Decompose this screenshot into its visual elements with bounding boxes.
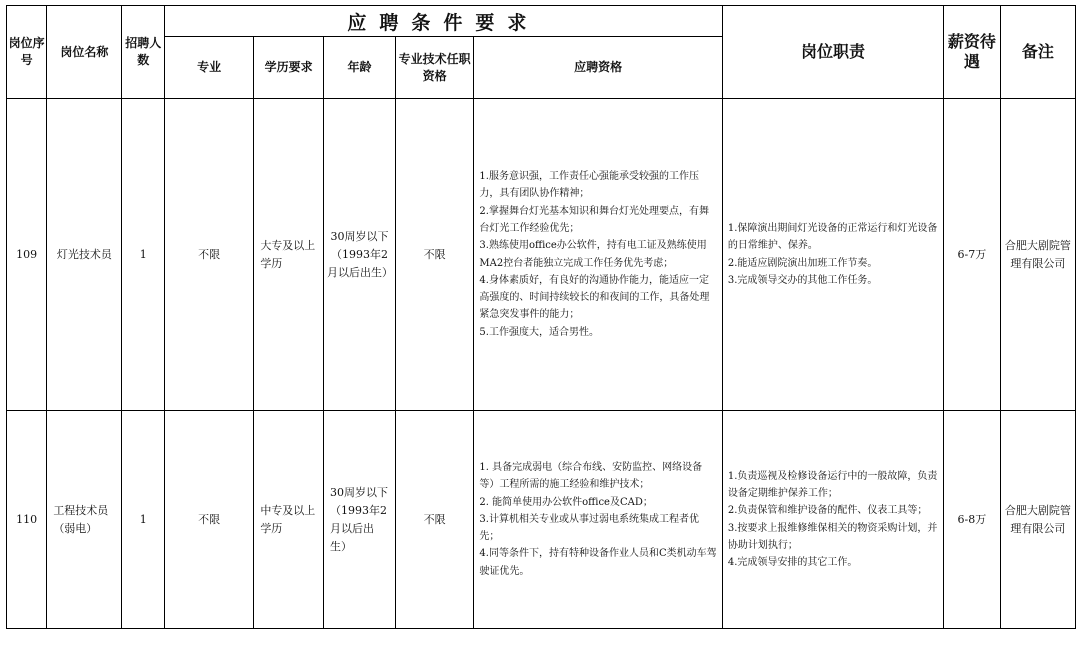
cell-seq: 109 <box>7 99 47 411</box>
cell-education: 中专及以上学历 <box>254 411 324 629</box>
qualification-item: 2. 能简单使用办公软件office及CAD； <box>479 496 653 508</box>
header-row-top <box>7 6 1076 37</box>
table-row <box>7 99 1076 411</box>
header-age: 年龄 <box>324 37 396 99</box>
cell-remark: 合肥大剧院管理有限公司 <box>1000 411 1075 629</box>
header-count: 招聘人数 <box>122 6 164 99</box>
qualification-item: 5.工作强度大，适合男性。 <box>479 326 599 338</box>
duty-item: 1.负责巡视及检修设备运行中的一般故障，负责设备定期维护保养工作； <box>727 470 938 499</box>
cell-salary: 6-7万 <box>944 99 1001 411</box>
header-education: 学历要求 <box>254 37 324 99</box>
header-conditions-title: 应聘条件要求 <box>164 6 722 37</box>
cell-major: 不限 <box>164 411 253 629</box>
cell-duties <box>722 411 943 629</box>
header-remark: 备注 <box>1000 6 1075 99</box>
header-major: 专业 <box>164 37 253 99</box>
qualification-item: 3.熟练使用office办公软件，持有电工证及熟练使用MA2控台者能独立完成工作任务优先考虑； <box>479 240 707 269</box>
qualification-item: 1.服务意识强，工作责任心强能承受较强的工作压力，具有团队协作精神； <box>479 171 699 200</box>
duty-item: 1.保障演出期间灯光设备的正常运行和灯光设备的日常维护、保养。 <box>727 222 938 252</box>
cell-tech-qual: 不限 <box>395 99 473 411</box>
cell-age: 30周岁以下（1993年2月以后出生） <box>324 99 396 411</box>
recruitment-table <box>6 5 1076 629</box>
cell-remark: 合肥大剧院管理有限公司 <box>1000 99 1075 411</box>
cell-count: 1 <box>122 99 164 411</box>
duty-item: 3.按要求上报维修维保相关的物资采购计划，并协助计划执行； <box>727 522 938 551</box>
cell-count: 1 <box>122 411 164 629</box>
duty-item: 2.负责保管和维护设备的配件、仪表工具等； <box>727 505 928 517</box>
header-name: 岗位名称 <box>47 6 122 99</box>
header-salary: 薪资待遇 <box>944 6 1001 99</box>
header-tech-qual: 专业技术任职资格 <box>395 37 473 99</box>
qualification-item: 4.同等条件下，持有特种设备作业人员和C类机动车驾驶证优先。 <box>479 548 717 577</box>
cell-name: 工程技术员（弱电） <box>47 411 122 629</box>
cell-major: 不限 <box>164 99 253 411</box>
cell-seq: 110 <box>7 411 47 629</box>
cell-tech-qual: 不限 <box>395 411 473 629</box>
qualification-item: 1. 具备完成弱电（综合布线、安防监控、网络设备等）工程所需的施工经验和维护技术； <box>479 461 703 491</box>
cell-qualifications <box>474 411 722 629</box>
header-seq: 岗位序号 <box>7 6 47 99</box>
duty-item: 4.完成领导安排的其它工作。 <box>727 557 858 569</box>
cell-duties <box>722 99 943 411</box>
cell-education: 大专及以上学历 <box>254 99 324 411</box>
table-row <box>7 411 1076 629</box>
cell-name: 灯光技术员 <box>47 99 122 411</box>
cell-salary: 6-8万 <box>944 411 1001 629</box>
cell-age: 30周岁以下（1993年2月以后出生） <box>324 411 396 629</box>
qualification-item: 3.计算机相关专业或从事过弱电系统集成工程者优先； <box>479 513 699 543</box>
header-duties: 岗位职责 <box>722 6 943 99</box>
qualification-item: 2.掌握舞台灯光基本知识和舞台灯光处理要点，有舞台灯光工作经验优先； <box>479 205 709 234</box>
header-qualification: 应聘资格 <box>474 37 722 99</box>
duty-item: 3.完成领导交办的其他工作任务。 <box>727 274 878 286</box>
cell-qualifications <box>474 99 722 411</box>
duty-item: 2.能适应剧院演出加班工作节奏。 <box>727 257 878 269</box>
qualification-item: 4.身体素质好，有良好的沟通协作能力，能适应一定高强度的、时间持续较长的和夜间的工作，具备处理紧急突发事件的能力； <box>479 274 710 321</box>
